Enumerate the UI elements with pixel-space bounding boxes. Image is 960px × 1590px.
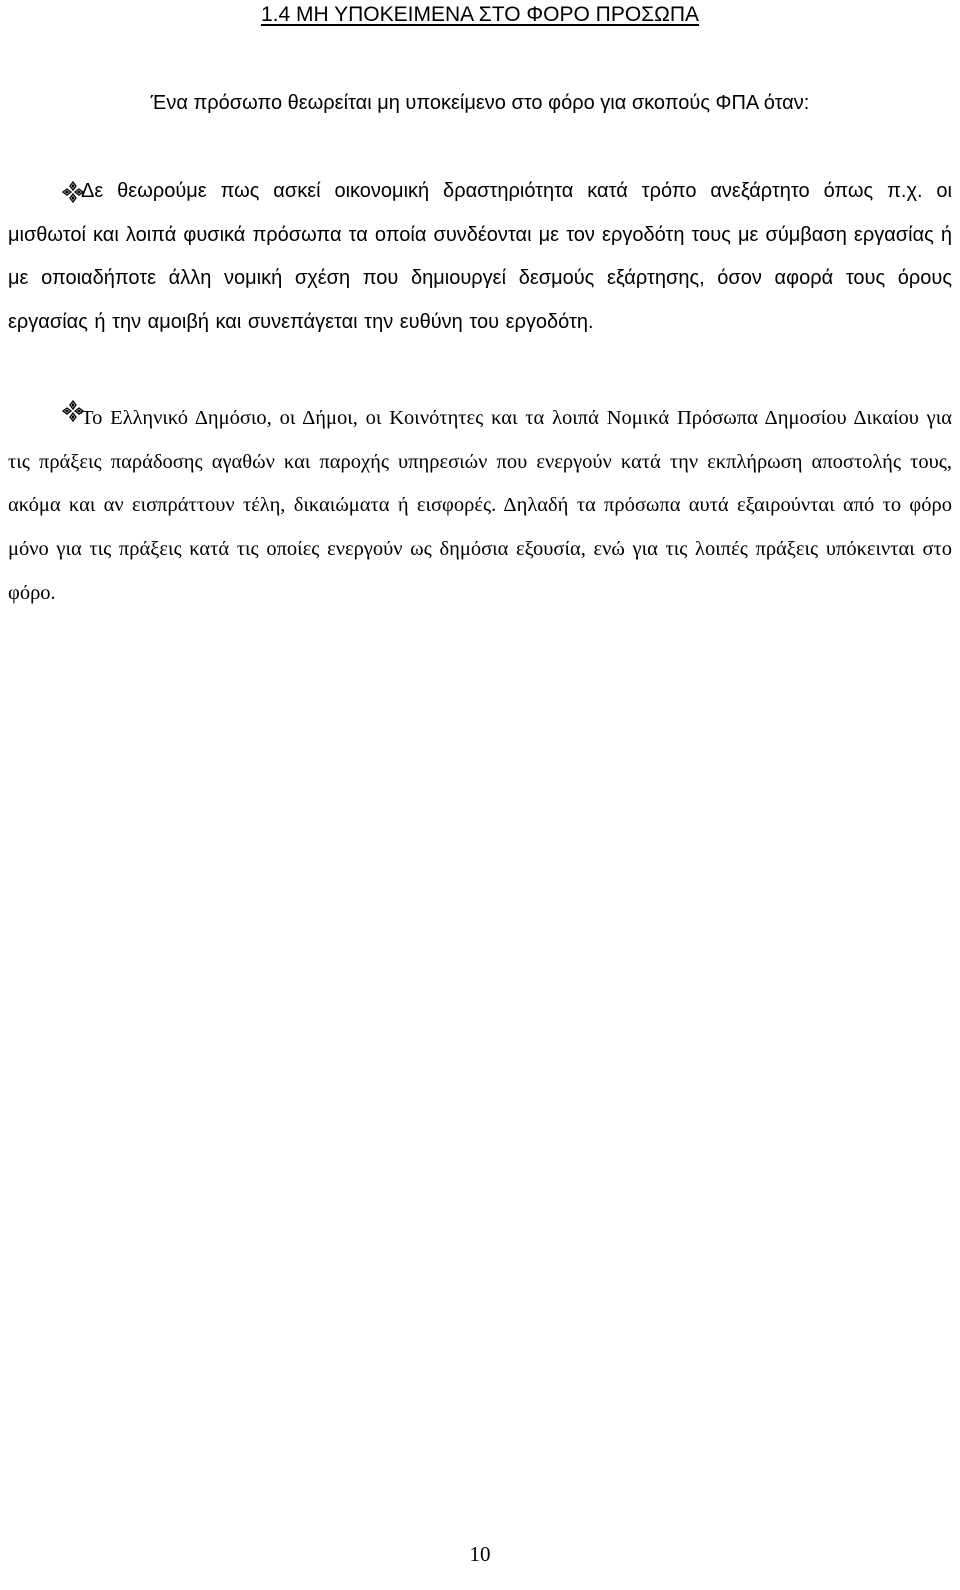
bullet-paragraph-2: Το Ελληνικό Δημόσιο, οι Δήμοι, οι Κοινότητες και τα λοιπά Νομικά Πρόσωπα Δημοσίου Δικαίου για τις πράξεις παράδοσης αγαθών και παροχής υπηρεσιών που ενεργούν κατά την εκπλήρωση αποστολής τους, ακόμα και αν εισπράττουν τέλη, δικαιώματα ή εισφορές. Δηλαδή τα πρόσωπα αυτά εξαιρούνται από το φόρο μόνο για τις πράξεις κατά τις οποίες ενεργούν ως δημόσια εξουσία, ενώ για τις λοιπές πράξεις υπόκεινται στο φόρο. [8,407,952,604]
intro-sentence: Ένα πρόσωπο θεωρείται μη υποκείμενο στο φόρο για σκοπούς ΦΠΑ όταν: [150,92,810,114]
section-heading-text: 1.4 ΜΗ ΥΠΟΚΕΙΜΕΝΑ ΣΤΟ ΦΟΡΟ ΠΡΟΣΩΠΑ [260,3,700,26]
page-number: 10 [469,1542,491,1566]
section-heading [0,2,960,28]
bullet-paragraph-1: Δε θεωρούμε πως ασκεί οικονομική δραστηριότητα κατά τρόπο ανεξάρτητο όπως π.χ. οι μισθωτοί και λοιπά φυσικά πρόσωπα τα οποία συνδέονται με τον εργοδότη τους με σύμβαση εργασίας ή με οποιαδήποτε άλλη νομική σχέση που δημιουργεί δεσμούς εξάρτησης, όσον αφορά τους όρους εργασίας ή την αμοιβή και συνεπάγεται την ευθύνη του εργοδότη. [8,180,952,334]
